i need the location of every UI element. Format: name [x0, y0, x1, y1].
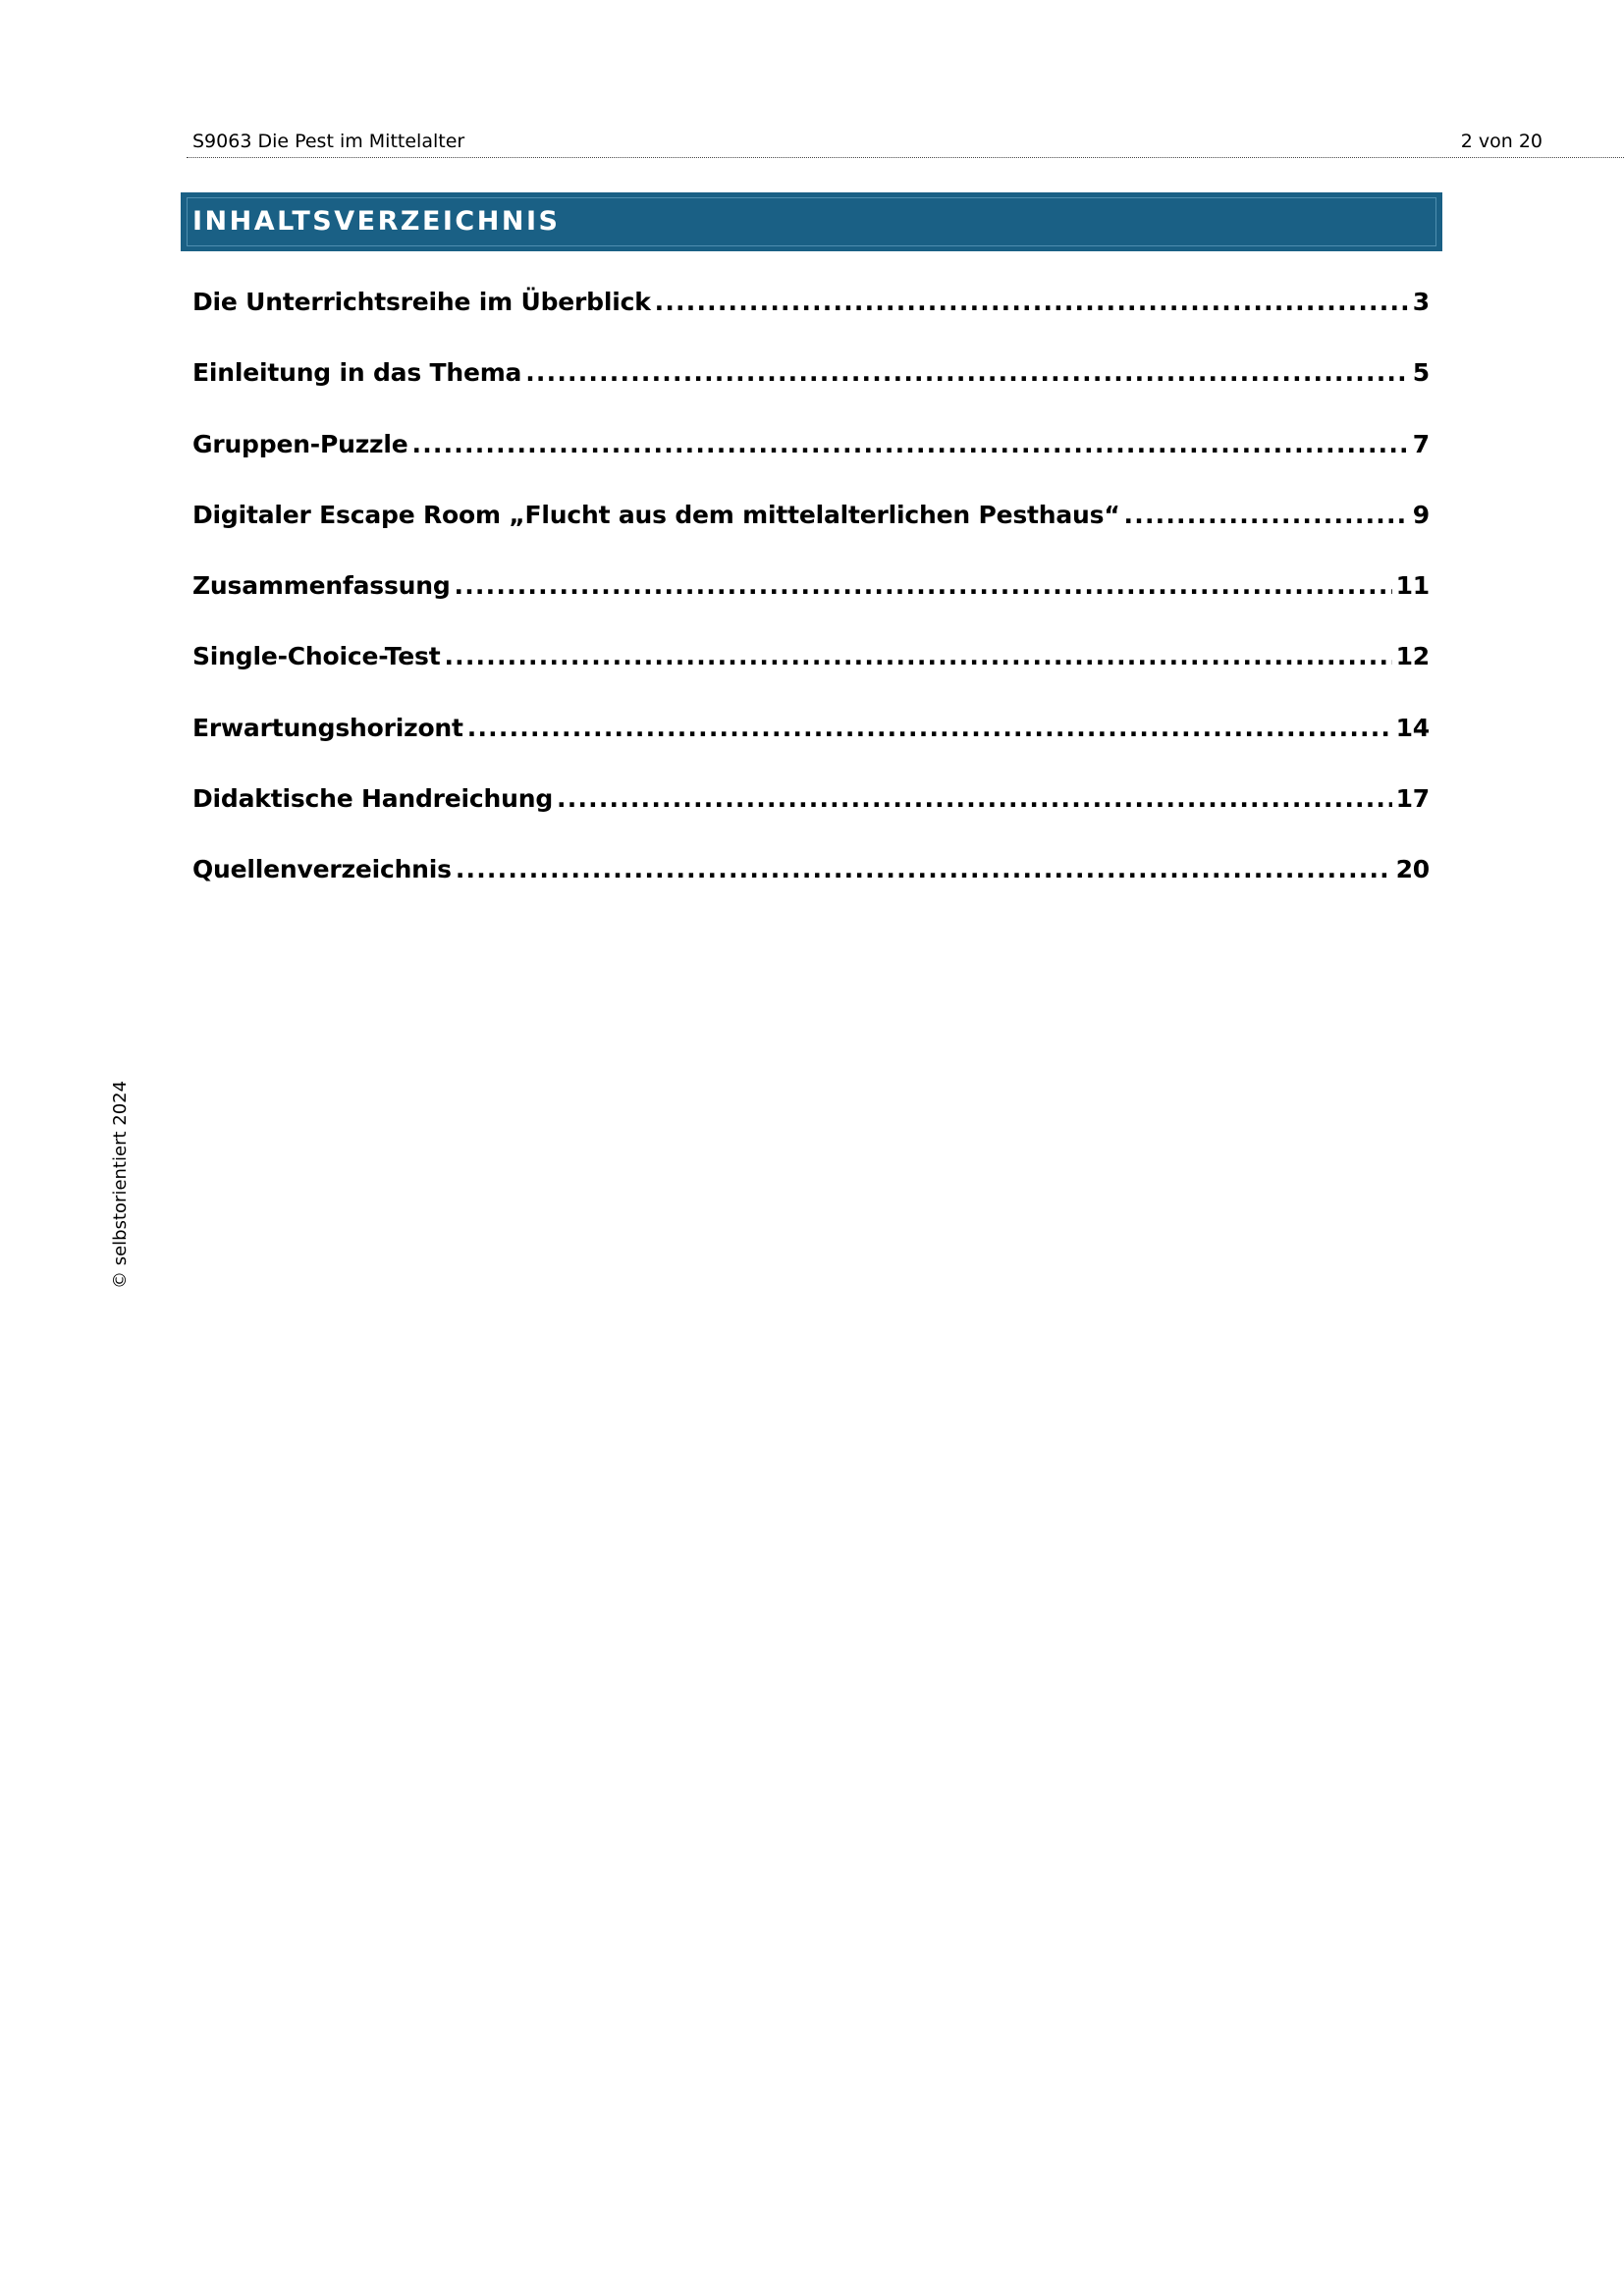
document-title: S9063 Die Pest im Mittelalter: [192, 131, 465, 152]
toc-entry-erwartungshorizont[interactable]: [192, 707, 1430, 777]
toc-entry-label: Gruppen-Puzzle: [192, 429, 408, 458]
toc-entry-label: Single-Choice-Test: [192, 642, 441, 671]
toc-entry-single-choice-test[interactable]: [192, 635, 1430, 706]
toc-entry-gruppen-puzzle[interactable]: [192, 423, 1430, 494]
toc-entry-label: Die Unterrichtsreihe im Überblick: [192, 288, 651, 316]
toc-entry-page: 7: [1412, 429, 1430, 458]
toc-entry-unterrichtsreihe[interactable]: [192, 281, 1430, 351]
toc-entry-label: Quellenverzeichnis: [192, 855, 452, 884]
toc-entry-escape-room[interactable]: [192, 494, 1430, 564]
dot-leader: [412, 423, 1409, 466]
page-header: [192, 129, 1543, 158]
toc-entry-page: 5: [1412, 358, 1430, 388]
toc-entry-quellenverzeichnis[interactable]: [192, 848, 1430, 919]
toc-entry-didaktische-handreichung[interactable]: [192, 777, 1430, 848]
toc-entry-page: 20: [1395, 855, 1430, 884]
toc-entry-zusammenfassung[interactable]: [192, 564, 1430, 635]
dot-leader: [455, 564, 1392, 608]
toc-entry-label: Erwartungshorizont: [192, 713, 463, 742]
toc-entry-page: 9: [1412, 500, 1430, 529]
dot-leader: [557, 777, 1392, 821]
toc-entry-page: 14: [1395, 713, 1430, 742]
copyright-note: © selbstorientiert 2024: [110, 1080, 131, 1289]
dot-leader: [467, 707, 1392, 750]
toc-entry-page: 12: [1395, 642, 1430, 671]
toc-heading: INHALTSVERZEICHNIS: [192, 206, 561, 237]
toc-entry-page: 3: [1412, 288, 1430, 316]
dot-leader: [1124, 494, 1409, 537]
table-of-contents: [192, 281, 1430, 920]
toc-entry-label: Digitaler Escape Room „Flucht aus dem mittelalterlichen Pesthaus“: [192, 500, 1120, 529]
toc-entry-label: Didaktische Handreichung: [192, 784, 554, 814]
dot-leader: [456, 848, 1392, 891]
toc-heading-banner: [181, 192, 1442, 251]
dot-leader: [444, 635, 1391, 678]
toc-entry-page: 11: [1395, 571, 1430, 601]
header-divider: [187, 157, 1624, 158]
toc-entry-label: Einleitung in das Thema: [192, 358, 522, 388]
toc-entry-page: 17: [1395, 784, 1430, 814]
dot-leader: [525, 351, 1409, 395]
page-indicator: 2 von 20: [1460, 131, 1543, 152]
dot-leader: [655, 281, 1409, 324]
toc-entry-einleitung[interactable]: [192, 351, 1430, 422]
toc-entry-label: Zusammenfassung: [192, 571, 451, 601]
